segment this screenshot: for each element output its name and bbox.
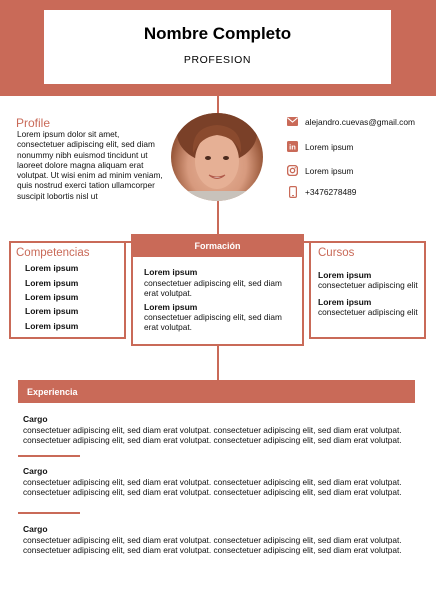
profile-text: Lorem ipsum dolor sit amet, consectetuer adipiscing elit, sed diam nonummy nibh euismod tincidunt ut laoreet dolore magna aliquam erat volutpat. Ut wisi enim ad minim veniam, quis nostrud exerci tation ullamcorper suscipit lobortis nisl ut <box>17 129 163 201</box>
contact-linkedin-text: Lorem ipsum <box>305 141 354 152</box>
svg-text:in: in <box>289 142 296 152</box>
contact-instagram <box>287 165 353 176</box>
contact-email <box>287 116 415 127</box>
profile-title: Profile <box>16 116 51 130</box>
competencia-item: Lorem ipsum <box>25 263 79 273</box>
connector-line <box>217 346 219 380</box>
contact-phone-text: +3476278489 <box>305 186 357 197</box>
cursos-title: Cursos <box>318 247 355 259</box>
instagram-icon <box>287 165 298 176</box>
formacion-entry-title: Lorem ipsum <box>144 302 198 312</box>
experiencia-separator <box>18 455 80 457</box>
formacion-header: Formación <box>131 234 304 257</box>
competencias-title: Competencias <box>16 247 90 259</box>
mail-icon <box>287 116 298 127</box>
competencia-item: Lorem ipsum <box>25 321 79 331</box>
competencia-item: Lorem ipsum <box>25 292 79 302</box>
connector-line <box>217 201 219 234</box>
curso-entry-desc: consectetuer adipiscing elit <box>318 280 418 290</box>
portrait-image <box>171 113 263 201</box>
experiencia-entry-desc: consectetuer adipiscing elit, sed diam erat volutpat. consectetuer adipiscing elit, sed diam erat volutpat. consectetuer adipiscing elit, sed diam erat volutpat. consectetuer adipiscing elit, sed diam erat volutpat. <box>23 425 402 445</box>
experiencia-entry-title: Cargo <box>23 524 48 534</box>
phone-icon <box>287 186 298 197</box>
curso-entry-title: Lorem ipsum <box>318 270 372 280</box>
contact-phone <box>287 186 356 197</box>
formacion-entry-title: Lorem ipsum <box>144 267 198 277</box>
formacion-entry-desc: consectetuer adipiscing elit, sed diam erat volutpat. <box>144 278 282 298</box>
linkedin-icon <box>287 141 298 152</box>
name-card <box>44 10 391 84</box>
experiencia-entry-title: Cargo <box>23 414 48 424</box>
contact-linkedin <box>287 141 353 152</box>
profile-photo <box>171 113 263 201</box>
competencia-item: Lorem ipsum <box>25 306 79 316</box>
curso-entry-desc: consectetuer adipiscing elit <box>318 307 418 317</box>
profession: PROFESION <box>183 54 252 66</box>
contact-email-text: alejandro.cuevas@gmail.com <box>305 116 415 127</box>
curso-entry-title: Lorem ipsum <box>318 297 372 307</box>
competencia-item: Lorem ipsum <box>25 278 79 288</box>
full-name: Nombre Completo <box>143 24 292 43</box>
connector-line <box>217 96 219 114</box>
formacion-entry-desc: consectetuer adipiscing elit, sed diam erat volutpat. <box>144 312 282 332</box>
experiencia-separator <box>18 512 80 514</box>
experiencia-entry-desc: consectetuer adipiscing elit, sed diam erat volutpat. consectetuer adipiscing elit, sed diam erat volutpat. consectetuer adipiscing elit, sed diam erat volutpat. consectetuer adipiscing elit, sed diam erat volutpat. <box>23 477 402 497</box>
contact-instagram-text: Lorem ipsum <box>305 165 354 176</box>
experiencia-header: Experiencia <box>18 380 415 403</box>
experiencia-entry-title: Cargo <box>23 466 48 476</box>
experiencia-entry-desc: consectetuer adipiscing elit, sed diam erat volutpat. consectetuer adipiscing elit, sed diam erat volutpat. consectetuer adipiscing elit, sed diam erat volutpat. consectetuer adipiscing elit, sed diam erat volutpat. <box>23 535 402 555</box>
